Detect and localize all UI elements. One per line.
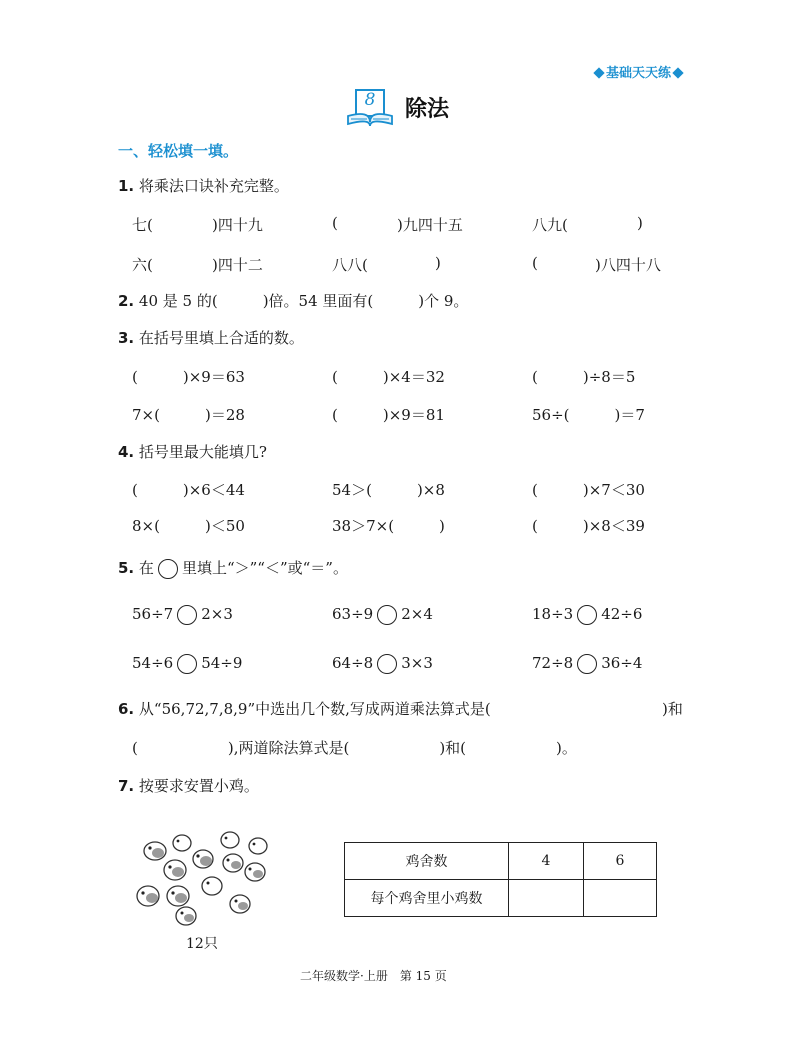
q3-item: 56÷( )＝7: [532, 406, 645, 424]
q1-item-5a: 八八(: [332, 256, 368, 274]
table-row: [345, 843, 657, 880]
q1-item-1a: 七(: [132, 216, 153, 234]
chicks-illustration: [130, 826, 275, 931]
answer-circle[interactable]: [577, 654, 597, 674]
section-title: 一、轻松填一填。: [118, 142, 239, 160]
unit-number: 8: [364, 90, 376, 110]
question-text: 40 是 5 的( )倍。54 里面有( )个 9。: [138, 292, 469, 310]
q4-item: ( )×7＜30: [532, 481, 645, 499]
q3-item: 7×( )＝28: [132, 406, 245, 424]
expr-left: 63÷9: [332, 605, 374, 623]
expr-right: 42÷6: [601, 605, 643, 623]
table-cell: 4: [509, 843, 584, 880]
answer-circle[interactable]: [177, 605, 197, 625]
expr-left: 18÷3: [532, 605, 574, 623]
answer-circle[interactable]: [377, 605, 397, 625]
expr-left: 72÷8: [532, 654, 574, 672]
q4-item: ( )×8＜39: [532, 517, 645, 535]
q5-item: [132, 654, 242, 674]
q4-item: 54＞( )×8: [332, 481, 445, 499]
q5-item: [332, 654, 433, 674]
table-row: [345, 880, 657, 917]
q1-item-4b: )四十二: [212, 256, 263, 274]
q4-item: ( )×6＜44: [132, 481, 245, 499]
chick-table: [344, 842, 657, 917]
question-2: [118, 290, 468, 311]
answer-cell[interactable]: [584, 880, 657, 917]
diamond-icon: [672, 67, 683, 78]
question-6: [118, 698, 491, 719]
q5-item: [132, 605, 233, 625]
question-number: 5.: [118, 559, 135, 577]
question-text: 里填上“＞”“＜”或“＝”。: [181, 559, 348, 577]
question-3: [118, 327, 304, 348]
question-text: 在括号里填上合适的数。: [138, 329, 304, 347]
row-label: 鸡舍数: [345, 843, 509, 880]
question-text: 在: [138, 559, 154, 577]
q1-item-4a: 六(: [132, 256, 153, 274]
expr-right: 3×3: [401, 654, 433, 672]
answer-circle[interactable]: [377, 654, 397, 674]
q1-item-3b: ): [637, 214, 643, 232]
q4-item: 38＞7×( ): [332, 517, 445, 535]
q3-item: ( )×9＝63: [132, 368, 245, 386]
answer-cell[interactable]: [509, 880, 584, 917]
expr-right: 2×4: [401, 605, 433, 623]
compare-circle-icon: [158, 559, 178, 579]
answer-circle[interactable]: [177, 654, 197, 674]
question-number: 7.: [118, 777, 135, 795]
question-number: 4.: [118, 443, 135, 461]
page-footer: 二年级数学·上册 第 15 页: [300, 969, 447, 983]
q3-item: ( )÷8＝5: [532, 368, 636, 386]
q1-item-6a: (: [532, 254, 538, 272]
question-number: 1.: [118, 177, 135, 195]
question-number: 3.: [118, 329, 135, 347]
row-label: 每个鸡舍里小鸡数: [345, 880, 509, 917]
expr-left: 54÷6: [132, 654, 174, 672]
diamond-icon: [593, 67, 604, 78]
question-5: [118, 557, 348, 579]
q6-line1-end: )和: [662, 700, 683, 718]
brand-text: 基础天天练: [606, 66, 672, 81]
q5-item: [532, 654, 642, 674]
question-text: 从“56,72,7,8,9”中选出几个数,写成两道乘法算式是(: [138, 700, 491, 718]
brand-label: [592, 62, 685, 81]
question-text: 按要求安置小鸡。: [138, 777, 259, 795]
q6-line2: ( ),两道除法算式是( )和( )。: [132, 739, 577, 757]
expr-right: 36÷4: [601, 654, 643, 672]
chick-count-label: 12只: [186, 936, 218, 952]
q5-item: [332, 605, 433, 625]
q3-item: ( )×4＝32: [332, 368, 445, 386]
expr-right: 2×3: [201, 605, 233, 623]
q3-item: ( )×9＝81: [332, 406, 445, 424]
q5-item: [532, 605, 642, 625]
q1-item-6b: )八四十八: [595, 256, 661, 274]
q1-item-2a: (: [332, 214, 338, 232]
page-title: 除法: [405, 97, 450, 122]
q1-item-3a: 八九(: [532, 216, 568, 234]
question-number: 6.: [118, 700, 135, 718]
expr-left: 64÷8: [332, 654, 374, 672]
question-4: [118, 441, 267, 462]
question-number: 2.: [118, 292, 135, 310]
q1-item-1b: )四十九: [212, 216, 263, 234]
q1-item-5b: ): [435, 254, 441, 272]
question-1: [118, 175, 289, 196]
q1-item-2b: )九四十五: [397, 216, 463, 234]
expr-left: 56÷7: [132, 605, 174, 623]
q4-item: 8×( )＜50: [132, 517, 245, 535]
answer-circle[interactable]: [577, 605, 597, 625]
question-7: [118, 775, 259, 796]
question-text: 括号里最大能填几?: [138, 443, 267, 461]
expr-right: 54÷9: [201, 654, 243, 672]
table-cell: 6: [584, 843, 657, 880]
question-text: 将乘法口诀补充完整。: [138, 177, 289, 195]
